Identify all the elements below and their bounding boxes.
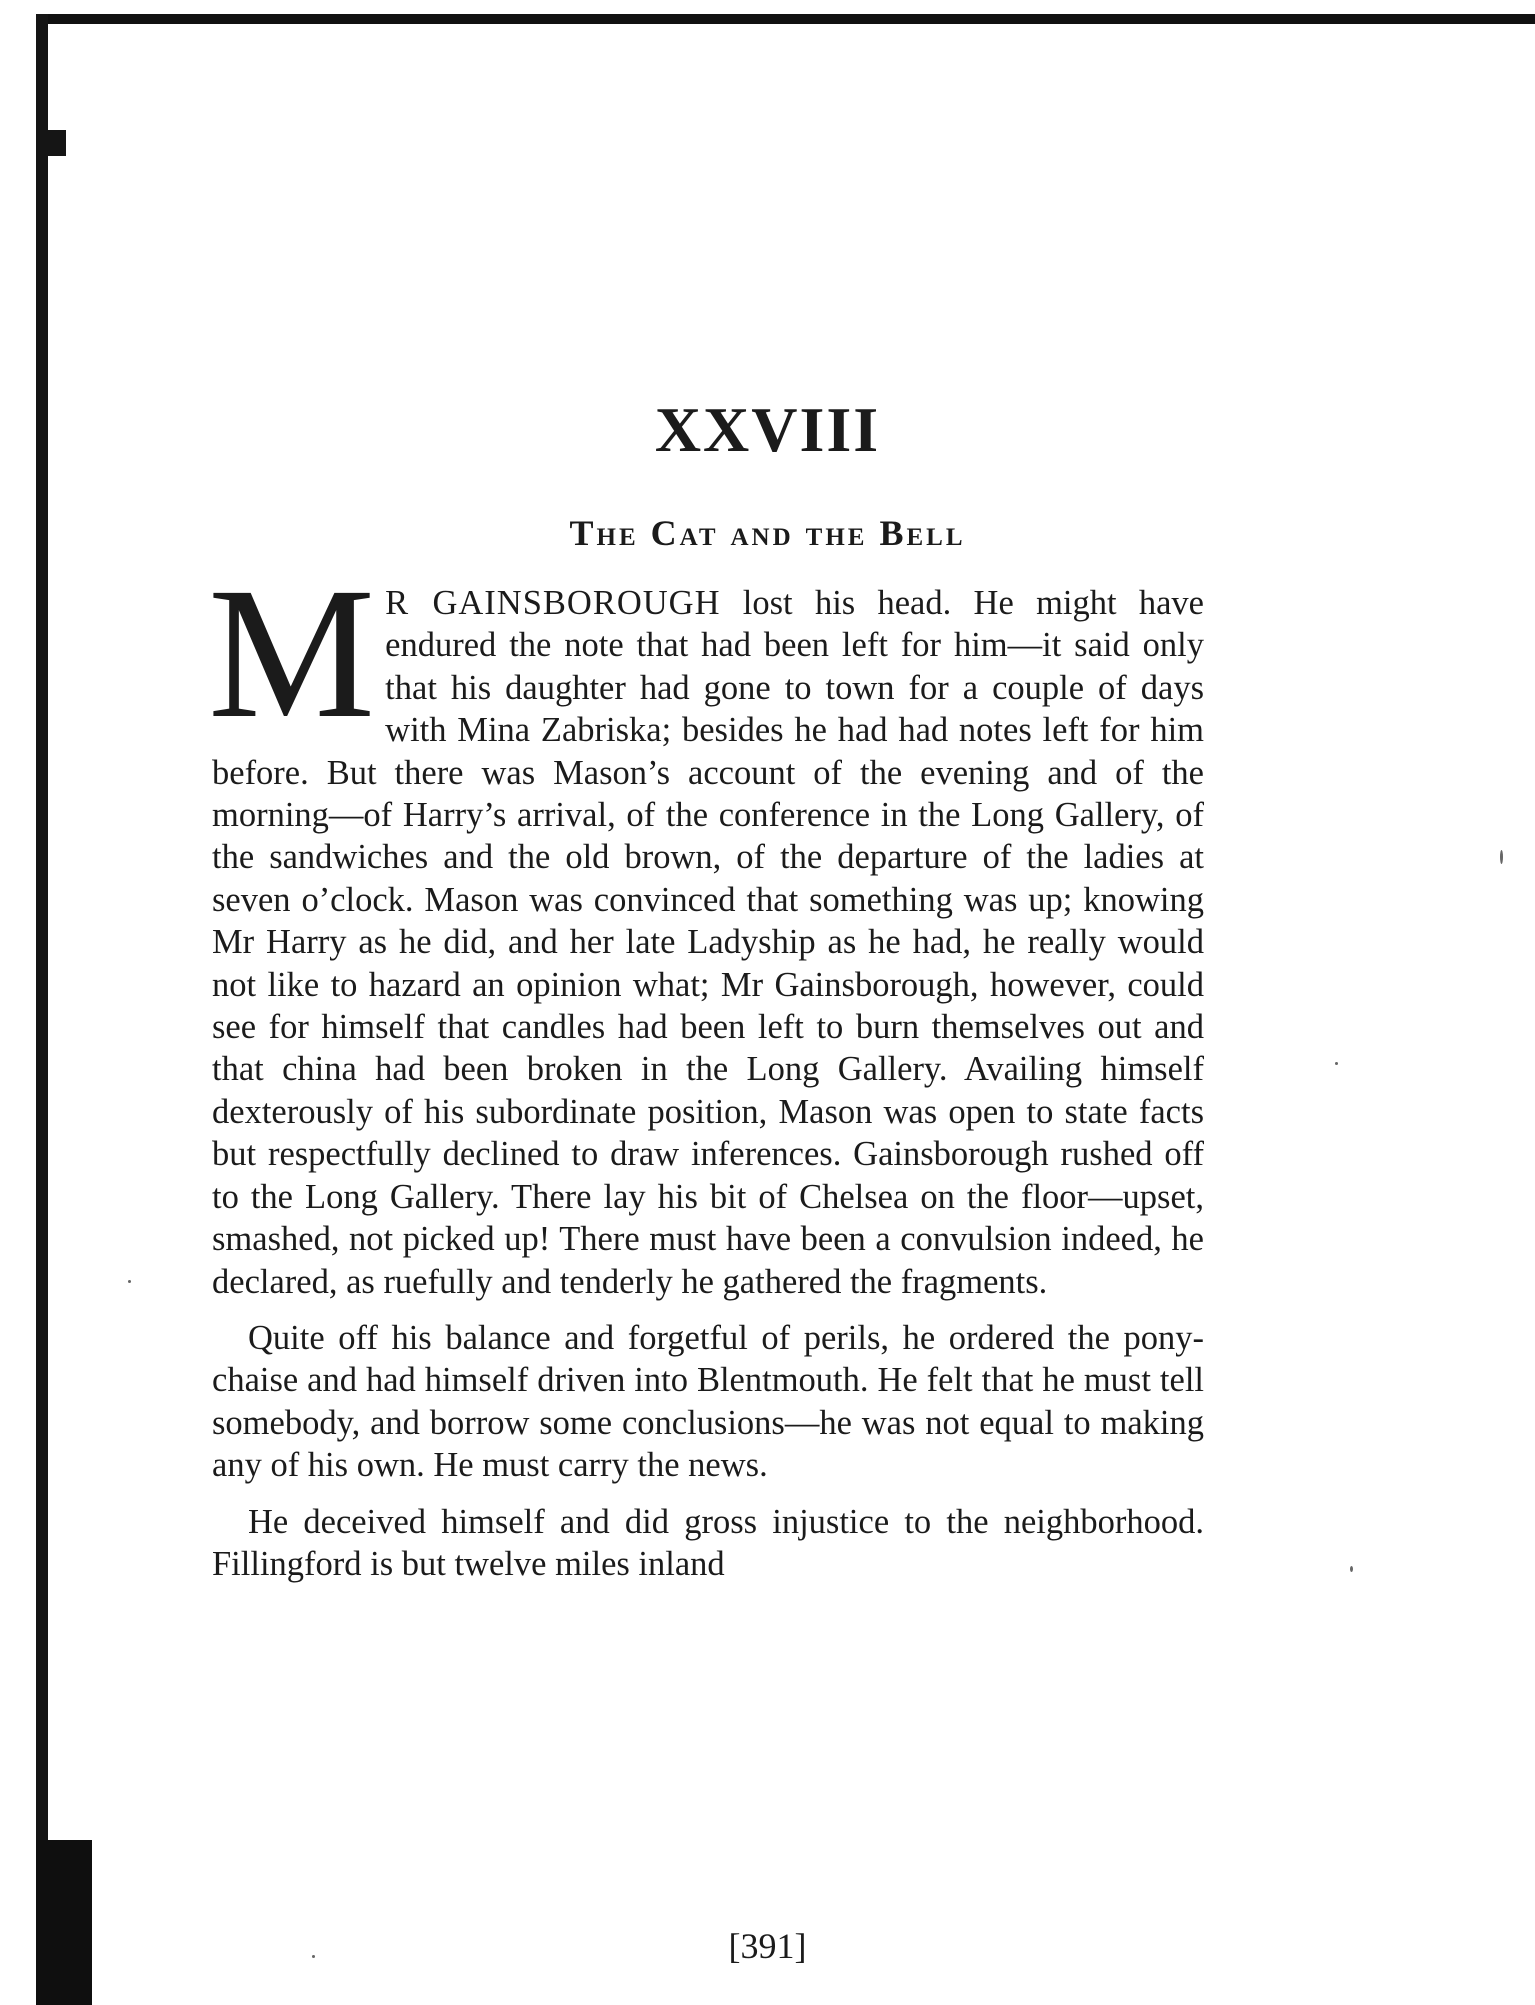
drop-cap: M (208, 548, 376, 757)
scan-speck (1350, 1566, 1353, 1572)
scan-edge-left-bottom (36, 1840, 92, 2005)
scan-edge-left (36, 14, 48, 2005)
paragraph-3: He deceived himself and did gross injustice to the neighborhood. Fillingford is but twelve miles inland (212, 1502, 1204, 1583)
scan-speck (1335, 1062, 1338, 1065)
scan-edge-notch (40, 130, 66, 156)
paragraph-2: Quite off his balance and forgetful of perils, he ordered the pony-chaise and had himself driven into Blentmouth. He felt that he must tell somebody, and borrow some conclusions—he was not equal to making any of his own. He must carry the news. (212, 1318, 1204, 1485)
chapter-number: XXVIII (654, 393, 881, 465)
scan-speck (1500, 850, 1503, 864)
chapter-text (208, 548, 1204, 1599)
scan-edge-top (38, 14, 1535, 24)
page-number: [391] (728, 1926, 807, 1966)
scan-speck (128, 1280, 131, 1283)
chapter-title: The Cat and the Bell (569, 512, 966, 553)
opening-caps: R GAINSBOROUGH (385, 584, 721, 622)
paragraph-1 (208, 548, 1204, 1303)
paragraph-1-text: lost his head. He might have endured the note that had been left for him—it said only that his daughter had gone to town for a couple of days with Mina Zabriska; besides he had had notes left for him before. But there was Mason’s account of the evening and of the morning—of Harry’s arrival, of the conference in the Long Gallery, of the sandwiches and the old brown, of the departure of the ladies at seven o’clock. Mason was convinced that something was up; knowing Mr Harry as he did, and her late Ladyship as he had, he really would not like to hazard an opinion what; Mr Gainsborough, however, could see for himself that candles had been left to burn themselves out and that china had been broken in the Long Gallery. Availing himself dexterously of his subordinate position, Mason was open to state facts but respectfully declined to draw inferences. Gainsborough rushed off to the Long Gallery. There lay his bit of Chelsea on the floor—upset, smashed, not picked up! There must have been a convulsion indeed, he declared, as ruefully and tenderly he gathered the fragments. (212, 584, 1204, 1301)
